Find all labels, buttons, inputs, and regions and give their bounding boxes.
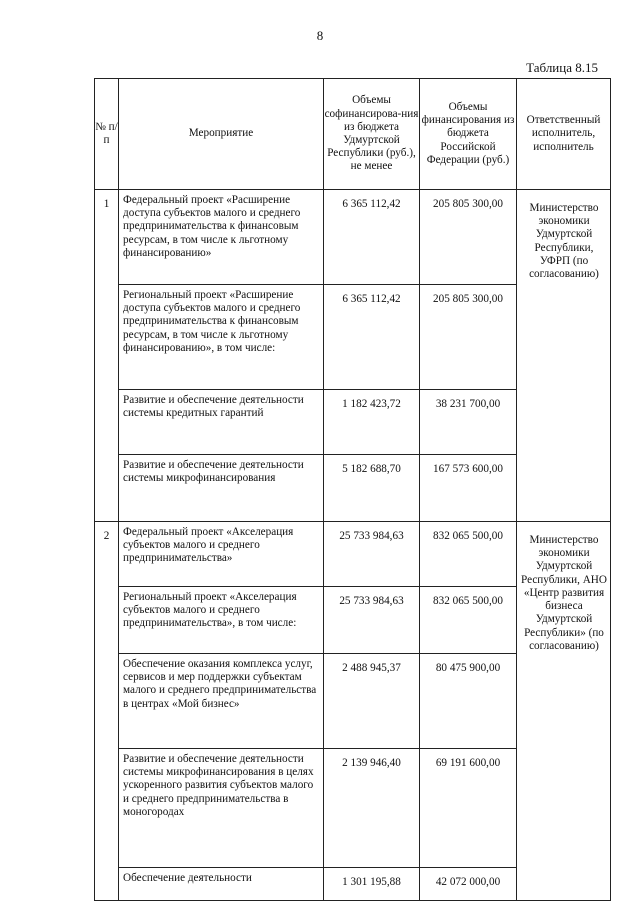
fed-cell: 42 072 000,00	[420, 868, 517, 901]
table-caption: Таблица 8.15	[526, 60, 598, 75]
header-num: № п/п	[95, 79, 119, 190]
cofin-cell: 1 301 195,88	[324, 868, 420, 901]
header-event: Мероприятие	[119, 79, 324, 190]
fed-cell: 38 231 700,00	[420, 390, 517, 455]
cofin-cell: 2 488 945,37	[324, 654, 420, 749]
page-number: 8	[316, 28, 324, 43]
responsible-cell	[517, 190, 611, 522]
event-text: Региональный проект «Расширение доступа субъектов малого и среднего предпринимательства к финансовым ресурсам, в том числе к льготному финансированию», в том числе:	[123, 289, 301, 354]
event-text: Федеральный проект «Расширение доступа субъектов малого и среднего предпринимательства к финансовым ресурсам, в том числе к льготному финансированию»	[123, 194, 301, 259]
cofin-cell: 25 733 984,63	[324, 587, 420, 654]
event-text: Развитие и обеспечение деятельности системы кредитных гарантий	[123, 394, 304, 420]
fed-cell: 832 065 500,00	[420, 522, 517, 587]
group-number: 1	[95, 190, 119, 522]
event-cell	[119, 190, 324, 285]
cofin-cell: 25 733 984,63	[324, 522, 420, 587]
header-resp: Ответственный исполнитель, исполнитель	[517, 79, 611, 190]
cofin-cell: 1 182 423,72	[324, 390, 420, 455]
fed-cell: 69 191 600,00	[420, 749, 517, 868]
event-cell	[119, 587, 324, 654]
header-fed: Объемы финансирования из бюджета Российской Федерации (руб.)	[420, 79, 517, 190]
event-cell	[119, 455, 324, 522]
event-cell	[119, 390, 324, 455]
responsible-text: Министерство экономики Удмуртской Республики, УФРП (по согласованию)	[529, 202, 599, 281]
responsible-cell	[517, 522, 611, 901]
fed-cell: 205 805 300,00	[420, 285, 517, 390]
event-cell	[119, 749, 324, 868]
fed-cell: 167 573 600,00	[420, 455, 517, 522]
event-text: Развитие и обеспечение деятельности системы микрофинансирования	[123, 459, 304, 485]
fed-cell: 80 475 900,00	[420, 654, 517, 749]
event-cell	[119, 868, 324, 901]
cofin-cell: 5 182 688,70	[324, 455, 420, 522]
responsible-text: Министерство экономики Удмуртской Республики, АНО «Центр развития бизнеса Удмуртской Республики» (по согласованию)	[521, 534, 607, 652]
table-row	[95, 190, 611, 285]
event-cell	[119, 285, 324, 390]
cofin-cell: 2 139 946,40	[324, 749, 420, 868]
event-text: Обеспечение деятельности	[123, 872, 252, 884]
event-text: Федеральный проект «Акселерация субъектов малого и среднего предпринимательства»	[123, 526, 294, 565]
event-text: Обеспечение оказания комплекса услуг, сервисов и мер поддержки субъектам малого и среднего предпринимательства в центрах «Мой бизнес»	[123, 658, 317, 710]
fed-cell: 205 805 300,00	[420, 190, 517, 285]
cofin-cell: 6 365 112,42	[324, 285, 420, 390]
group-number: 2	[95, 522, 119, 901]
financing-table	[94, 78, 611, 901]
header-cofin: Объемы софинансирова-ния из бюджета Удмуртской Республики (руб.), не менее	[324, 79, 420, 190]
event-text: Развитие и обеспечение деятельности системы микрофинансирования в целях ускоренного развития субъектов малого и среднего предпринимательства в моногородах	[123, 753, 314, 818]
cofin-cell: 6 365 112,42	[324, 190, 420, 285]
event-text: Региональный проект «Акселерация субъектов малого и среднего предпринимательства», в том числе:	[123, 591, 297, 630]
fed-cell: 832 065 500,00	[420, 587, 517, 654]
table-row	[95, 522, 611, 587]
table-header-row	[95, 79, 611, 190]
event-cell	[119, 522, 324, 587]
event-cell	[119, 654, 324, 749]
